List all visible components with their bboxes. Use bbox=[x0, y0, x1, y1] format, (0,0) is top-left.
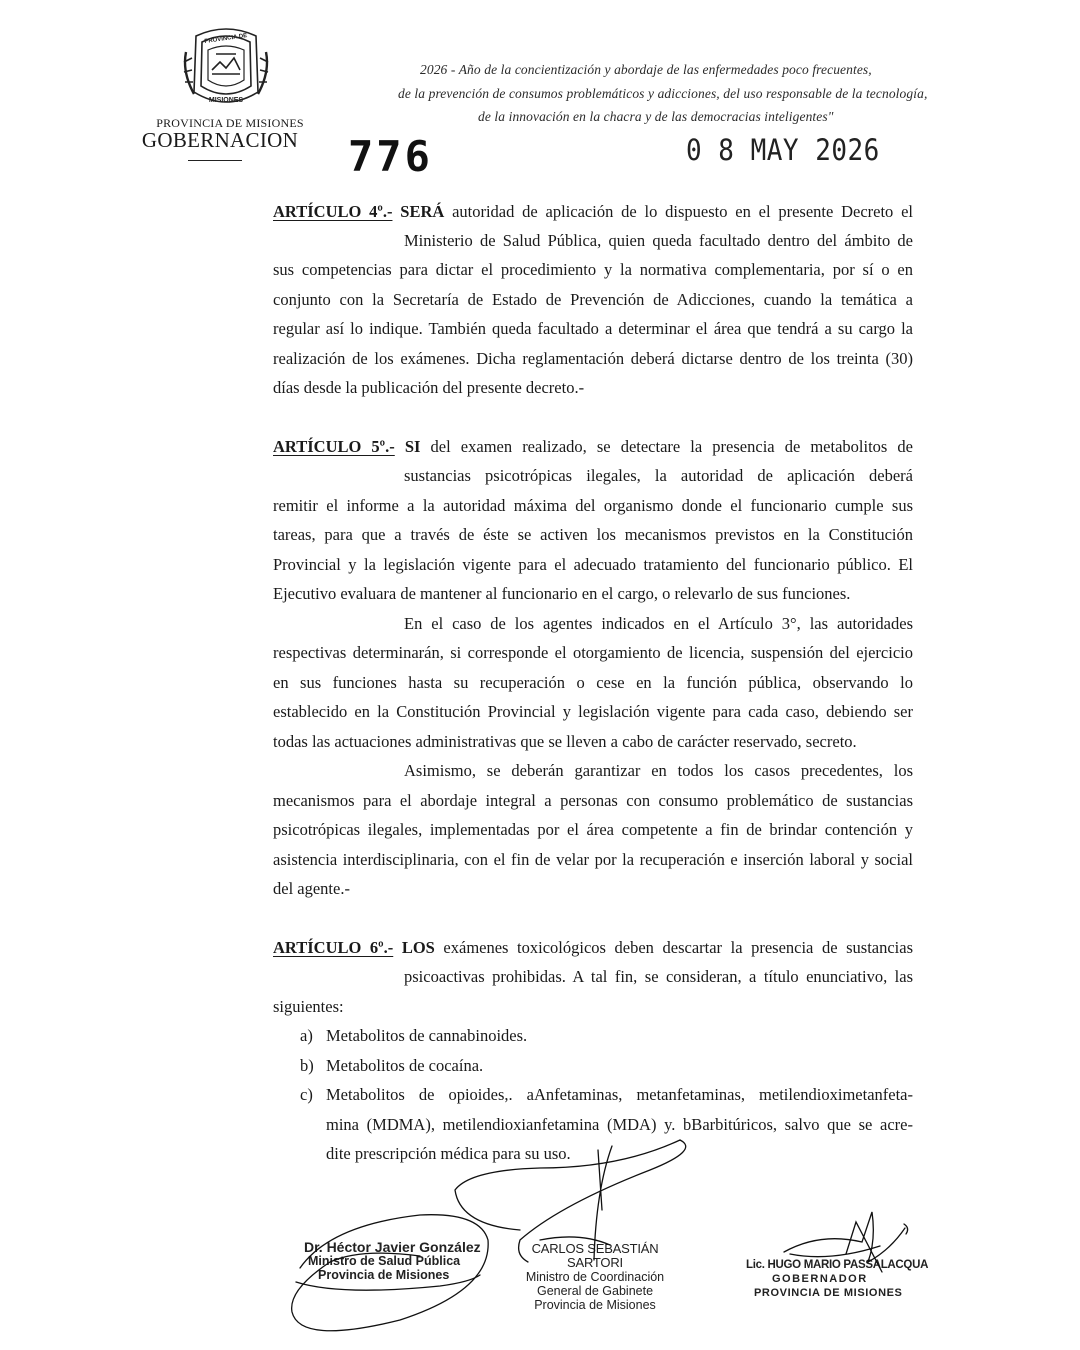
province-seal-logo bbox=[178, 22, 274, 114]
article-5-para3-line-2: mecanismos para el abordaje integral a personas con consumo problemático de sustancias bbox=[273, 791, 913, 810]
province-label: PROVINCIA DE MISIONES bbox=[156, 116, 304, 130]
signer-name: Dr. Héctor Javier González bbox=[304, 1239, 481, 1255]
seal-text-bottom: MISIONES bbox=[208, 97, 244, 104]
article-4-line-4: conjunto con la Secretaría de Estado de Prevención de Adicciones, cuando la temática a bbox=[273, 290, 913, 309]
list-item-c-line-3: dite prescripción médica para su uso. bbox=[326, 1144, 571, 1163]
article-5-para2-line-3: en sus funciones hasta su recuperación o cese en la función pública, observando lo bbox=[273, 673, 913, 692]
seal-text-top: PROVINCIA DE bbox=[204, 33, 248, 45]
office-title-divider bbox=[188, 160, 242, 161]
signature-stroke-passalacqua-2 bbox=[790, 1224, 908, 1257]
list-marker: a) bbox=[300, 1026, 313, 1045]
article-5-para2-line-2: respectivas determinarán, si corresponde el otorgamiento de licencia, suspensión del ejercicio bbox=[273, 643, 913, 662]
article-4-line-7: días desde la publicación del presente decreto.- bbox=[273, 378, 585, 397]
signer-province: Provincia de Misiones bbox=[318, 1268, 450, 1282]
article-4-line-6: realización de los exámenes. Dicha reglamentación deberá dictarse dentro de los treinta (30) bbox=[273, 349, 913, 368]
article-5-line-2: sustancias psicotrópicas ilegales, la autoridad de aplicación deberá bbox=[404, 466, 913, 485]
article-4-label: ARTÍCULO 4º.- bbox=[273, 202, 393, 221]
article-4-line-3: sus competencias para dictar el procedimiento y la normativa complementaria, por sí o en bbox=[273, 260, 913, 279]
decree-date-stamp: 0 8 MAY 2026 bbox=[686, 134, 880, 168]
article-5-line-5: Provincial y la legislación vigente para el adecuado tratamiento del funcionario público. El bbox=[273, 555, 913, 574]
article-5-para3-line-4: asistencia interdisciplinaria, con el fin de velar por la recuperación e inserción laboral y social bbox=[273, 850, 913, 869]
article-6-lead: LOS bbox=[401, 938, 435, 957]
signer-province: Provincia de Misiones bbox=[534, 1298, 656, 1312]
article-4-line-2: Ministerio de Salud Pública, quien queda facultado dentro del ámbito de bbox=[404, 231, 913, 250]
article-5-para2-line-4: establecido en la Constitución Provincial y legislación vigente para cada caso, debiendo ser bbox=[273, 702, 913, 721]
signer-title-line-1: Ministro de Coordinación bbox=[525, 1270, 665, 1284]
list-marker: b) bbox=[300, 1056, 314, 1075]
article-6-label: ARTÍCULO 6º.- bbox=[273, 938, 394, 957]
signature-block-health-minister bbox=[304, 1240, 481, 1282]
signature-block-cabinet-minister bbox=[514, 1242, 676, 1312]
list-item-c bbox=[300, 1085, 326, 1105]
signer-title: Ministro de Salud Pública bbox=[308, 1254, 461, 1268]
year-motto-line-1: 2026 - Año de la concientización y abordaje de las enfermedades poco frecuentes, bbox=[420, 62, 872, 77]
article-5-para2-line-5: todas las actuaciones administrativas que se lleven a cabo de carácter reservado, secreto. bbox=[273, 732, 857, 751]
signer-province: PROVINCIA DE MISIONES bbox=[754, 1287, 903, 1299]
article-5-para3-line-5: del agente.- bbox=[273, 879, 350, 898]
article-5-para3-line-1: Asimismo, se deberán garantizar en todos los casos precedentes, los bbox=[404, 761, 913, 780]
article-5-line-3: remitir el informe a la autoridad máxima del organismo donde el funcionario cumple sus bbox=[273, 496, 913, 515]
signer-name: CARLOS SEBASTIÁN SARTORI bbox=[531, 1241, 659, 1270]
list-item-c-line-2: mina (MDMA), metilendioxianfetamina (MDA) y. bBarbitúricos, salvo que se acre- bbox=[326, 1115, 913, 1134]
article-5-label: ARTÍCULO 5º.- bbox=[273, 437, 395, 456]
article-6-line-1: ARTÍCULO 6º.- LOS exámenes toxicológicos deben descartar la presencia de sustancias bbox=[273, 938, 914, 957]
article-6-line-2: psicoactivas prohibidas. A tal fin, se consideran, a título enunciativo, las bbox=[404, 967, 913, 986]
decree-number-stamp: 776 bbox=[348, 132, 433, 181]
article-6-line-3: siguientes: bbox=[273, 997, 344, 1016]
list-item-a: a) Metabolitos de cannabinoides. bbox=[300, 1026, 528, 1045]
article-5-para2-line-1: En el caso de los agentes indicados en el Artículo 3°, las autoridades bbox=[404, 614, 913, 633]
article-4-line-5: regular así lo indique. También queda facultado a determinar el área que tendrá a su cargo la bbox=[273, 319, 913, 338]
signer-title: GOBERNADOR bbox=[772, 1273, 868, 1285]
article-5-lead: SI bbox=[404, 437, 421, 456]
list-item-c-line-1: Metabolitos de opioides,. aAnfetaminas, metanfetaminas, metilendioximetanfeta- bbox=[326, 1085, 913, 1104]
list-item-b: b) Metabolitos de cocaína. bbox=[300, 1056, 484, 1075]
article-5-line-4: tareas, para que a través de éste se activen los mecanismos previstos en la Constitución bbox=[273, 525, 913, 544]
signer-name: Lic. HUGO MARIO PASSALACQUA bbox=[746, 1259, 929, 1271]
office-title: GOBERNACION bbox=[141, 128, 299, 152]
year-motto-line-2: de la prevención de consumos problemáticos y adicciones, del uso responsable de la tecnología, bbox=[398, 86, 928, 101]
signature-block-governor bbox=[746, 1258, 928, 1300]
article-5-line-6: Ejecutivo evaluara de mantener al funcionario en el cargo, o relevarlo de sus funciones. bbox=[273, 584, 851, 603]
article-5-line-1: ARTÍCULO 5º.- SI del examen realizado, se detectare la presencia de metabolitos de bbox=[273, 437, 913, 456]
list-marker: c) bbox=[300, 1085, 313, 1104]
signer-title-line-2: General de Gabinete bbox=[536, 1284, 654, 1298]
article-4-lead: SERÁ bbox=[400, 202, 445, 221]
article-4-line-1: ARTÍCULO 4º.- SERÁ autoridad de aplicación de lo dispuesto en el presente Decreto el bbox=[273, 202, 914, 221]
article-5-para3-line-3: psicotrópicas ilegales, implementadas por el área competente a fin de brindar contención y bbox=[273, 820, 913, 839]
year-motto-line-3: de la innovación en la chacra y de las democracias inteligentes" bbox=[478, 109, 834, 124]
